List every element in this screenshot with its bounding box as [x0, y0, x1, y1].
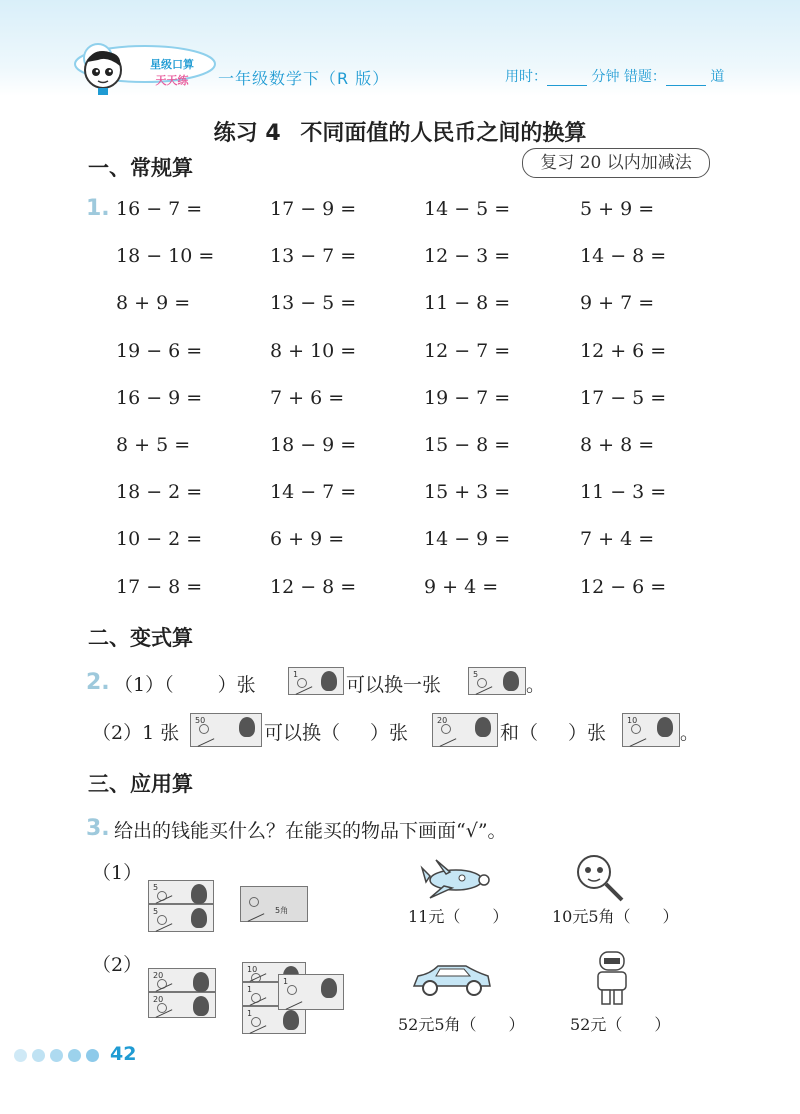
bill-value: 5: [153, 883, 159, 892]
q2-2-prefix: （2）1 张: [92, 722, 180, 744]
banknote-20-yuan: [432, 713, 498, 747]
footer-dot: [14, 1049, 27, 1062]
bill-value: 5: [473, 670, 479, 679]
q2-1-end: 。: [526, 674, 546, 696]
bill-value: 1: [283, 977, 289, 986]
q2-2-mid1: 可以换（: [264, 722, 341, 744]
equation[interactable]: 19 − 7 =: [424, 387, 511, 409]
equation[interactable]: 8 + 9 =: [116, 292, 191, 314]
equation[interactable]: 14 − 9 =: [424, 528, 511, 550]
equation[interactable]: 7 + 4 =: [580, 528, 655, 550]
bill-value: 20: [153, 971, 164, 980]
banknote-1-yuan: [242, 1006, 306, 1034]
time-blank[interactable]: [547, 71, 587, 86]
banknote-1-yuan: [278, 974, 344, 1010]
q2-1-prefix: （1）（: [114, 674, 174, 696]
equation[interactable]: 12 − 7 =: [424, 340, 511, 362]
equation[interactable]: 13 − 5 =: [270, 292, 357, 314]
price-robot[interactable]: 52元（ ）: [570, 1015, 671, 1034]
banknote-1-yuan: [288, 667, 344, 695]
footer-dot: [86, 1049, 99, 1062]
q3-part1-label: （1）: [92, 862, 143, 884]
equation[interactable]: 9 + 4 =: [424, 576, 499, 598]
equation[interactable]: 14 − 7 =: [270, 481, 357, 503]
equation[interactable]: 17 − 5 =: [580, 387, 667, 409]
section3-heading: 三、应用算: [88, 772, 193, 796]
equation[interactable]: 13 − 7 =: [270, 245, 357, 267]
equation[interactable]: 11 − 3 =: [580, 481, 667, 503]
banknote-20-yuan: [148, 968, 216, 992]
banknote-5-yuan: [468, 667, 526, 695]
equation[interactable]: 9 + 7 =: [580, 292, 655, 314]
page-number: 42: [110, 1043, 137, 1065]
logo-line2: 天天练: [155, 74, 189, 87]
footer-dot: [32, 1049, 45, 1062]
bill-value: 1: [247, 1009, 253, 1018]
q2-2-mid3: ）张: [568, 722, 607, 744]
exercise-number: 练习 4: [213, 121, 281, 146]
errors-blank[interactable]: [666, 71, 706, 86]
equation[interactable]: 12 + 6 =: [580, 340, 667, 362]
section2-heading: 二、变式算: [88, 626, 193, 650]
price-magnifier[interactable]: 10元5角（ ）: [552, 907, 679, 926]
equation[interactable]: 16 − 7 =: [116, 198, 203, 220]
footer-dot: [50, 1049, 63, 1062]
banknote-5-jiao: [240, 886, 308, 922]
mascot-icon: [78, 46, 128, 96]
bill-value: 5角: [275, 906, 289, 915]
q3-question: 给出的钱能买什么？在能买的物品下画面“√”。: [114, 820, 507, 842]
q2-2-and-wrap: [500, 718, 606, 745]
banknote-50-yuan: [190, 713, 262, 747]
equation[interactable]: 12 − 6 =: [580, 576, 667, 598]
exercise-topic: 不同面值的人民币之间的换算: [300, 121, 587, 146]
q2-2-and: 和（: [500, 722, 539, 744]
equation[interactable]: 7 + 6 =: [270, 387, 345, 409]
time-label: 用时：: [505, 69, 547, 85]
toy-robot-icon: [592, 950, 632, 1006]
equation[interactable]: 14 − 8 =: [580, 245, 667, 267]
banknote-5-yuan: [148, 880, 214, 904]
toy-car-icon: [410, 958, 494, 1000]
footer-dot: [68, 1049, 81, 1062]
items-label: 道: [710, 69, 725, 85]
banknote-10-yuan: [622, 713, 680, 747]
bill-value: 20: [153, 995, 164, 1004]
equation[interactable]: 8 + 10 =: [270, 340, 357, 362]
minutes-label: 分钟: [591, 69, 620, 85]
equation[interactable]: 16 − 9 =: [116, 387, 203, 409]
bill-value: 10: [627, 716, 638, 725]
q3-part2-label: （2）: [92, 954, 143, 976]
equation[interactable]: 15 + 3 =: [424, 481, 511, 503]
question-number-3: 3.: [86, 816, 110, 841]
logo-text: [132, 56, 212, 88]
equation[interactable]: 8 + 8 =: [580, 434, 655, 456]
equation[interactable]: 18 − 9 =: [270, 434, 357, 456]
equation[interactable]: 12 − 3 =: [424, 245, 511, 267]
equation[interactable]: 11 − 8 =: [424, 292, 511, 314]
bill-value: 20: [437, 716, 448, 725]
equation[interactable]: 17 − 9 =: [270, 198, 357, 220]
bill-value: 1: [247, 985, 253, 994]
bill-value: 10: [247, 965, 258, 974]
equation[interactable]: 18 − 10 =: [116, 245, 215, 267]
errors-label: 错题：: [623, 69, 666, 85]
equation[interactable]: 17 − 8 =: [116, 576, 203, 598]
equation[interactable]: 12 − 8 =: [270, 576, 357, 598]
q2-part1: [114, 670, 256, 697]
q2-part2: [92, 718, 179, 745]
section1-heading: 一、常规算: [88, 156, 193, 180]
book-title: 一年级数学下（R 版）: [218, 69, 390, 88]
equation[interactable]: 15 − 8 =: [424, 434, 511, 456]
banknote-20-yuan: [148, 992, 216, 1018]
q2-1-suffix: 可以换一张: [346, 674, 442, 696]
equation[interactable]: 19 − 6 =: [116, 340, 203, 362]
logo-line1: 星级口算: [150, 58, 194, 71]
bill-value: 1: [293, 670, 299, 679]
equation[interactable]: 8 + 5 =: [116, 434, 191, 456]
q2-2-mid1-wrap: [264, 718, 408, 745]
price-plane[interactable]: 11元（ ）: [408, 907, 509, 926]
time-errors-field: [505, 66, 724, 86]
price-car[interactable]: 52元5角（ ）: [398, 1015, 525, 1034]
bill-value: 50: [195, 716, 206, 725]
footer-dots: [14, 1047, 104, 1066]
bill-value: 5: [153, 907, 159, 916]
q2-1-mid: ）张: [217, 674, 256, 696]
question-number-2: 2.: [86, 670, 110, 695]
q2-2-end: 。: [680, 722, 700, 744]
equation[interactable]: 18 − 2 =: [116, 481, 203, 503]
magnifier-toy-icon: [572, 852, 628, 904]
equation[interactable]: 6 + 9 =: [270, 528, 345, 550]
equation[interactable]: 5 + 9 =: [580, 198, 655, 220]
q2-2-mid2: ）张: [370, 722, 409, 744]
review-tag: 复习 20 以内加减法: [522, 148, 710, 178]
page-title: [0, 116, 800, 147]
equation[interactable]: 10 − 2 =: [116, 528, 203, 550]
equation[interactable]: 14 − 5 =: [424, 198, 511, 220]
question-number-1: 1.: [86, 196, 110, 221]
banknote-5-yuan: [148, 904, 214, 932]
toy-plane-icon: [418, 856, 492, 900]
